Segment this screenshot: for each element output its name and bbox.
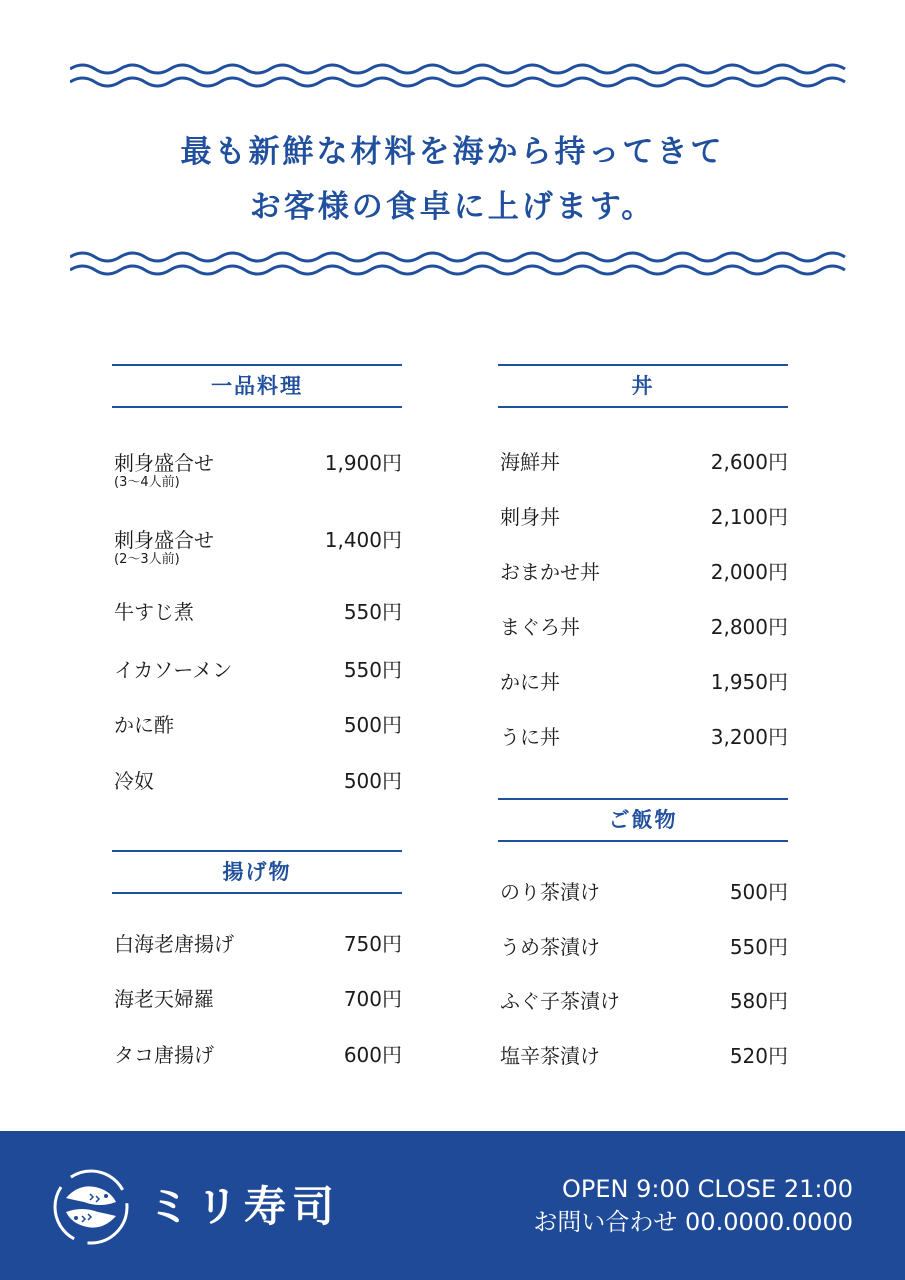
menu-item xyxy=(500,933,788,963)
fish-pair-icon xyxy=(52,1168,130,1246)
menu-item xyxy=(500,723,788,753)
item-price: 2,600円 xyxy=(710,450,788,474)
item-name: 塩辛茶漬け xyxy=(500,1044,600,1068)
item-price: 2,800円 xyxy=(710,615,788,639)
menu-item xyxy=(114,598,402,628)
item-price: 580円 xyxy=(729,989,788,1013)
item-name: ふぐ子茶漬け xyxy=(500,989,620,1013)
item-name: のり茶漬け xyxy=(500,880,600,904)
menu-item xyxy=(114,1041,402,1071)
item-price: 3,200円 xyxy=(710,725,788,749)
menu-item xyxy=(114,930,402,960)
item-price: 500円 xyxy=(729,880,788,904)
section-title: 丼 xyxy=(498,364,788,408)
item-price: 550円 xyxy=(343,658,402,682)
top-wave-decoration xyxy=(70,62,846,92)
item-note: (2〜3人前) xyxy=(114,552,180,567)
contact-phone: お問い合わせ 00.0000.0000 xyxy=(533,1208,853,1236)
item-price: 550円 xyxy=(729,935,788,959)
section-title: 揚げ物 xyxy=(112,850,402,894)
section-title: 一品料理 xyxy=(112,364,402,408)
item-name: かに丼 xyxy=(500,670,560,694)
item-name: まぐろ丼 xyxy=(500,615,580,639)
item-name: おまかせ丼 xyxy=(500,560,600,584)
menu-item xyxy=(500,1042,788,1072)
menu-item xyxy=(500,503,788,533)
item-price: 500円 xyxy=(343,713,402,737)
menu-item xyxy=(500,878,788,908)
menu-item xyxy=(500,668,788,698)
menu-item xyxy=(114,711,402,741)
bottom-wave-decoration xyxy=(70,250,846,280)
item-note: (3〜4人前) xyxy=(114,475,180,490)
item-price: 550円 xyxy=(343,600,402,624)
item-name: 牛すじ煮 xyxy=(114,600,194,624)
menu-item xyxy=(500,448,788,478)
section-title: ご飯物 xyxy=(498,798,788,842)
item-price: 1,900円 xyxy=(324,451,402,475)
menu-item xyxy=(500,987,788,1017)
item-name: 刺身盛合せ xyxy=(114,528,214,552)
tagline-line-1: 最も新鮮な材料を海から持ってきて xyxy=(180,134,725,170)
item-price: 500円 xyxy=(343,769,402,793)
item-price: 750円 xyxy=(343,932,402,956)
item-name: 海鮮丼 xyxy=(500,450,560,474)
item-price: 600円 xyxy=(343,1043,402,1067)
item-name: うめ茶漬け xyxy=(500,935,600,959)
item-name: うに丼 xyxy=(500,725,560,749)
menu-item xyxy=(114,767,402,797)
item-price: 2,100円 xyxy=(710,505,788,529)
item-name: 冷奴 xyxy=(114,769,154,793)
tagline-line-2: お客様の食卓に上げます。 xyxy=(249,189,656,225)
item-name: タコ唐揚げ xyxy=(114,1043,214,1067)
brand-name: ミリ寿司 xyxy=(148,1182,341,1231)
section-don xyxy=(498,364,788,764)
menu-item xyxy=(114,526,402,567)
menu-item xyxy=(500,613,788,643)
item-name: 海老天婦羅 xyxy=(114,987,214,1011)
item-price: 1,400円 xyxy=(324,528,402,552)
opening-hours: OPEN 9:00 CLOSE 21:00 xyxy=(562,1175,853,1203)
item-name: 刺身丼 xyxy=(500,505,560,529)
menu-item xyxy=(114,449,402,490)
section-ippin xyxy=(112,364,402,804)
item-name: 刺身盛合せ xyxy=(114,451,214,475)
item-name: イカソーメン xyxy=(114,658,233,682)
item-price: 700円 xyxy=(343,987,402,1011)
footer-bar xyxy=(0,1131,905,1280)
menu-item xyxy=(114,656,402,686)
section-gohan xyxy=(498,798,788,1078)
item-name: かに酢 xyxy=(114,713,174,737)
menu-item xyxy=(114,985,402,1015)
section-agemono xyxy=(112,850,402,1080)
menu-item xyxy=(500,558,788,588)
item-price: 1,950円 xyxy=(710,670,788,694)
item-price: 2,000円 xyxy=(710,560,788,584)
item-name: 白海老唐揚げ xyxy=(114,932,234,956)
item-price: 520円 xyxy=(729,1044,788,1068)
